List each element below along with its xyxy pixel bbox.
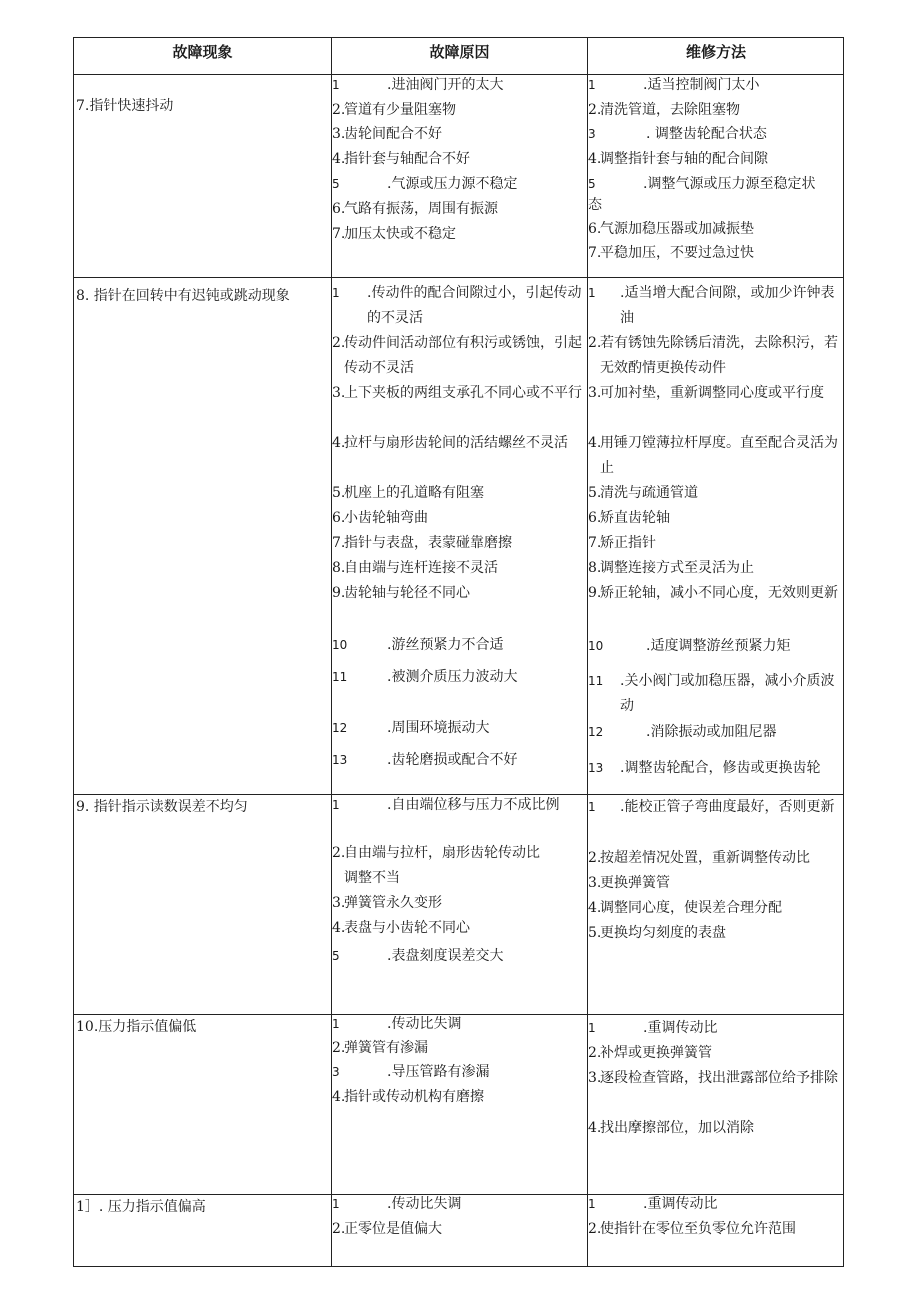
cause-item: 4. 拉杆与扇形齿轮间的活结螺丝不灵活 (332, 435, 568, 451)
cause-item: 2. 弹簧管有渗漏 (332, 1040, 428, 1056)
method-item: 9. 矫正轮轴，减小不同心度，无效则更新 (588, 585, 838, 601)
cause-item: 10 .游丝预紧力不合适 (332, 637, 504, 653)
cause-item: 13 .齿轮磨损或配合不好 (332, 752, 518, 768)
method-item: 4. 调整同心度，使误差合理分配 (588, 900, 782, 916)
cause-item: 7. 指针与表盘，表蒙碰靠磨擦 (332, 535, 512, 551)
cause-item: 1 .传动比失调 (332, 1196, 462, 1212)
symptom-cell: 10.压力指示值偏低 (76, 1019, 197, 1035)
cause-item: 1 .传动比失调 (332, 1016, 462, 1032)
method-item: 8. 调整连接方式至灵活为止 (588, 560, 754, 576)
cause-item: 3. 弹簧管永久变形 (332, 895, 442, 911)
method-item: 2. 使指针在零位至负零位允许范围 (588, 1221, 796, 1237)
method-item: 1 .适当控制阀门太小 (588, 77, 760, 93)
cause-item: 4. 指针或传动机构有磨擦 (332, 1089, 484, 1105)
row-divider (74, 277, 843, 278)
cause-item: 4. 表盘与小齿轮不同心 (332, 920, 470, 936)
header-symptom: 故障现象 (172, 43, 233, 61)
cause-item: 11 .被测介质压力波动大 (332, 669, 518, 685)
cause-item: 3. 上下夹板的两组支承孔不同心或不平行 (332, 385, 582, 401)
cause-item: 2. 管道有少量阻塞物 (332, 102, 456, 118)
cause-item: 8. 自由端与连杆连接不灵活 (332, 560, 498, 576)
method-item: 2. 若有锈蚀先除锈后清洗，去除积污，若无效酌情更换传动件 (588, 335, 838, 376)
cause-item: 2. 传动件间活动部位有积污或锈蚀，引起传动不灵活 (332, 335, 582, 376)
cause-item: 5 .气源或压力源不稳定 (332, 176, 518, 192)
method-item: 6. 气源加稳压器或加减振垫 (588, 221, 754, 237)
cause-item: 6. 小齿轮轴弯曲 (332, 510, 428, 526)
cause-item: 9. 齿轮轴与轮径不同心 (332, 585, 470, 601)
symptom-cell: 7.指针快速抖动 (76, 98, 174, 114)
method-item: 3. 更换弹簧管 (588, 875, 670, 891)
cause-item: 12 .周围环境振动大 (332, 720, 490, 736)
symptom-cell: 1］. 压力指示值偏高 (76, 1199, 206, 1215)
symptom-cell: 8. 指针在回转中有迟钝或跳动现象 (76, 288, 290, 304)
method-item: 3. 可加衬垫，重新调整同心度或平行度 (588, 385, 824, 401)
method-item: 态 (588, 197, 602, 213)
cause-item: 7. 加压太快或不稳定 (332, 226, 456, 242)
header-method: 维修方法 (685, 43, 746, 61)
method-item: 10 .适度调整游丝预紧力矩 (588, 638, 791, 654)
cause-item: 1 .自由端位移与压力不成比例 (332, 797, 560, 813)
method-item: 1 .能校正管子弯曲度最好，否则更新 (588, 799, 835, 815)
method-item: 2. 补焊或更换弹簧管 (588, 1045, 712, 1061)
fault-table (73, 37, 844, 1267)
method-item: 1 .重调传动比 (588, 1020, 718, 1036)
cause-item: 1 .传动件的配合间隙过小，引起传动的不灵活 (332, 285, 582, 326)
method-item: 4. 用锤刀镗薄拉杆厚度。直至配合灵活为止 (588, 435, 838, 476)
method-item: 5. 清洗与疏通管道 (588, 485, 698, 501)
method-item: 3. 逐段检查管路，找出泄露部位给予排除 (588, 1070, 838, 1086)
cause-item: 2. 自由端与拉杆，扇形齿轮传动比调整不当 (332, 845, 540, 886)
method-item: 6. 矫直齿轮轴 (588, 510, 670, 526)
method-item: 2. 清洗管道，去除阻塞物 (588, 102, 740, 118)
method-item: 13 .调整齿轮配合，修齿或更换齿轮 (588, 760, 821, 776)
method-item: 3 . 调整齿轮配合状态 (588, 126, 767, 142)
method-item: 5 .调整气源或压力源至稳定状 (588, 176, 816, 192)
cause-item: 1 .进油阀门开的太大 (332, 77, 504, 93)
cause-item: 3. 齿轮间配合不好 (332, 126, 442, 142)
cause-item: 3 .导压管路有渗漏 (332, 1064, 490, 1080)
cause-item: 4. 指针套与轴配合不好 (332, 151, 470, 167)
method-item: 4. 调整指针套与轴的配合间隙 (588, 151, 768, 167)
cause-item: 5 .表盘刻度误差交大 (332, 948, 504, 964)
cause-item: 2. 正零位是值偏大 (332, 1221, 442, 1237)
method-item: 1 .适当增大配合间隙，或加少许钟表油 (588, 285, 835, 326)
symptom-cell: 9. 指针指示读数误差不均匀 (76, 799, 248, 815)
cause-item: 6. 气路有振荡，周围有振源 (332, 201, 498, 217)
cause-item: 5. 机座上的孔道略有阻塞 (332, 485, 484, 501)
method-item: 2. 按超差情况处置，重新调整传动比 (588, 850, 810, 866)
method-item: 4. 找出摩擦部位，加以消除 (588, 1120, 754, 1136)
header-cause: 故障原因 (429, 43, 490, 61)
method-item: 5. 更换均匀刻度的表盘 (588, 925, 726, 941)
method-item: 11 .关小阀门或加稳压器，减小介质波动 (588, 673, 835, 714)
method-item: 12 .消除振动或加阻尼器 (588, 724, 777, 740)
method-item: 7. 矫正指针 (588, 535, 656, 551)
method-item: 7. 平稳加压，不要过急过快 (588, 245, 754, 261)
method-item: 1 .重调传动比 (588, 1196, 718, 1212)
